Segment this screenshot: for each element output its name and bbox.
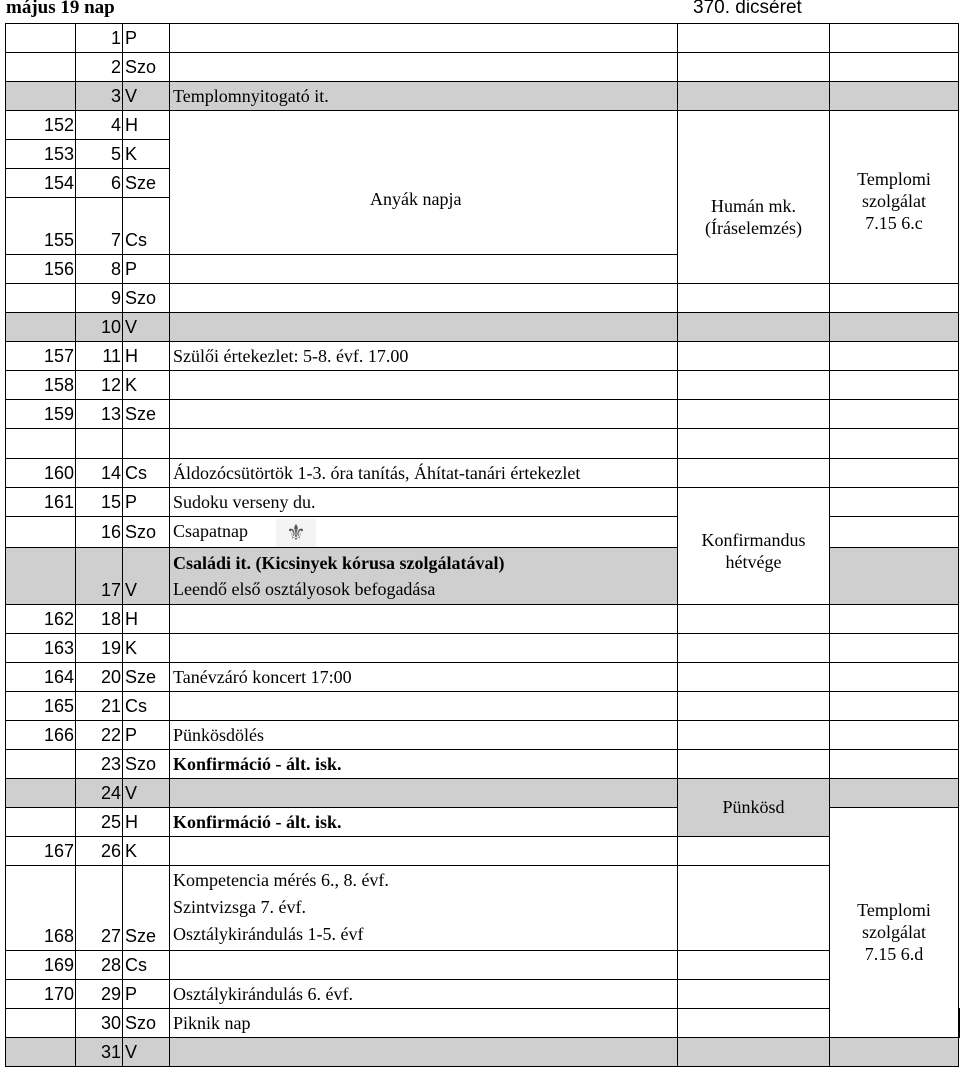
- fleur-de-lis-icon: ⚜: [276, 519, 316, 547]
- event: [170, 778, 678, 807]
- week-number: 152: [6, 111, 76, 140]
- event: Pünkösdölés: [170, 720, 678, 749]
- table-row: [6, 950, 960, 979]
- day-number: 27: [76, 865, 123, 950]
- weekday: P: [123, 979, 170, 1008]
- week-number: 160: [6, 459, 76, 488]
- note-human: [678, 111, 830, 284]
- table-row: [6, 400, 960, 429]
- day-number: 1: [76, 24, 123, 53]
- week-number: 169: [6, 950, 76, 979]
- day-number: 10: [76, 313, 123, 342]
- week-number: [6, 749, 76, 778]
- event-line: Kompetencia mérés 6., 8. évf.: [173, 870, 389, 891]
- day-number: 28: [76, 950, 123, 979]
- week-number: 158: [6, 371, 76, 400]
- note-line: (Íráselemzés): [705, 218, 802, 238]
- week-number: 153: [6, 140, 76, 169]
- week-number: 167: [6, 836, 76, 865]
- day-number: 9: [76, 284, 123, 313]
- event-multi: [170, 865, 678, 950]
- week-number: [6, 24, 76, 53]
- day-number: 17: [76, 547, 123, 604]
- event: [170, 400, 678, 429]
- month-title: május 19 nap: [6, 0, 115, 18]
- table-row: [6, 342, 960, 371]
- weekday: V: [123, 313, 170, 342]
- week-number: 161: [6, 488, 76, 517]
- day-number: 20: [76, 662, 123, 691]
- weekday: H: [123, 807, 170, 836]
- event-line: Családi it. (Kicsinyek kórusa szolgálatával): [173, 552, 505, 573]
- week-number: [6, 53, 76, 82]
- table-row: [6, 979, 960, 1008]
- weekday: Szo: [123, 1008, 170, 1037]
- day-number: 13: [76, 400, 123, 429]
- week-number: 164: [6, 662, 76, 691]
- week-number: [6, 313, 76, 342]
- weekday: V: [123, 778, 170, 807]
- note-line: Humán mk.: [711, 196, 796, 216]
- mothers-day-label: Anyák napja: [370, 189, 462, 209]
- table-row: [6, 1037, 960, 1066]
- weekday: P: [123, 488, 170, 517]
- week-number: [6, 1037, 76, 1066]
- day-number: 12: [76, 371, 123, 400]
- event: Konfirmáció - ált. isk.: [170, 807, 678, 836]
- table-row: [6, 749, 960, 778]
- event: [170, 24, 678, 53]
- week-number: 156: [6, 255, 76, 284]
- week-number: [6, 807, 76, 836]
- weekday: Cs: [123, 691, 170, 720]
- day-number: 3: [76, 82, 123, 111]
- week-number: 154: [6, 169, 76, 198]
- table-row: [6, 778, 960, 807]
- event: [170, 313, 678, 342]
- week-number: [6, 517, 76, 548]
- event: [170, 633, 678, 662]
- day-number: 5: [76, 140, 123, 169]
- week-number: [6, 778, 76, 807]
- event: [170, 255, 678, 284]
- note-line: Templomi: [857, 169, 931, 189]
- event-text: Csapatnap: [173, 521, 248, 541]
- event-line: Osztálykirándulás 1-5. évf: [173, 924, 364, 945]
- weekday: H: [123, 111, 170, 140]
- note-line: szolgálat: [862, 191, 926, 211]
- event-csapatnap: [170, 517, 678, 548]
- note-line: Pünkösd: [722, 797, 785, 818]
- note-konfirmandus: [678, 488, 830, 605]
- week-number: 162: [6, 604, 76, 633]
- note-line: Templomi: [857, 900, 931, 921]
- day-number: 24: [76, 778, 123, 807]
- note-templomi-1: [830, 111, 959, 284]
- weekday: P: [123, 255, 170, 284]
- note-line: szolgálat: [862, 922, 926, 943]
- weekday: Szo: [123, 749, 170, 778]
- event: Piknik nap: [170, 1008, 678, 1037]
- table-row: [6, 633, 960, 662]
- weekday: V: [123, 82, 170, 111]
- weekday: H: [123, 604, 170, 633]
- day-number: 14: [76, 459, 123, 488]
- calendar-table: [5, 23, 960, 1067]
- weekday: H: [123, 342, 170, 371]
- event: [170, 604, 678, 633]
- event-line: Leendő első osztályosok befogadása: [173, 578, 436, 599]
- note-line: 7.15 6.c: [865, 213, 923, 233]
- weekday: Cs: [123, 459, 170, 488]
- week-number: 166: [6, 720, 76, 749]
- weekday: P: [123, 720, 170, 749]
- weekday: V: [123, 547, 170, 604]
- event: Áldozócsütörtök 1-3. óra tanítás, Áhítat-tanári értekezlet: [170, 459, 678, 488]
- weekday: K: [123, 633, 170, 662]
- event-mothers-day-cell: [170, 111, 678, 255]
- day-number: 7: [76, 198, 123, 255]
- day-number: 25: [76, 807, 123, 836]
- event-family-service: [170, 547, 678, 604]
- week-number: 159: [6, 400, 76, 429]
- day-number: 2: [76, 53, 123, 82]
- event-line: Szintvizsga 7. évf.: [173, 897, 306, 918]
- day-number: 22: [76, 720, 123, 749]
- table-row: [6, 488, 960, 517]
- week-number: [6, 82, 76, 111]
- weekday: K: [123, 836, 170, 865]
- event: [170, 371, 678, 400]
- table-row: [6, 459, 960, 488]
- weekday: Sze: [123, 400, 170, 429]
- note-line: 7.15 6.d: [864, 944, 924, 965]
- week-number: [6, 284, 76, 313]
- day-number: 23: [76, 749, 123, 778]
- note-line: Konfirmandus: [701, 529, 806, 550]
- event: Templomnyitogató it.: [170, 82, 678, 111]
- event: Sudoku verseny du.: [170, 488, 678, 517]
- event: Tanévzáró koncert 17:00: [170, 662, 678, 691]
- weekday: Szo: [123, 517, 170, 548]
- table-row: [6, 429, 960, 459]
- table-row: [6, 604, 960, 633]
- event: Konfirmáció - ált. isk.: [170, 749, 678, 778]
- table-row: [6, 24, 960, 53]
- day-number: 6: [76, 169, 123, 198]
- day-number: 31: [76, 1037, 123, 1066]
- day-number: 18: [76, 604, 123, 633]
- day-number: 29: [76, 979, 123, 1008]
- event: [170, 950, 678, 979]
- weekday: K: [123, 140, 170, 169]
- weekday: Sze: [123, 865, 170, 950]
- table-row: [6, 836, 960, 865]
- note-line: hétvége: [725, 551, 782, 572]
- note-punkosd: [678, 778, 830, 836]
- weekday: Cs: [123, 950, 170, 979]
- table-row: [6, 1008, 960, 1037]
- event: [170, 836, 678, 865]
- week-number: 163: [6, 633, 76, 662]
- weekday: K: [123, 371, 170, 400]
- table-row: [6, 111, 960, 140]
- table-row: [6, 82, 960, 111]
- weekday: Szo: [123, 53, 170, 82]
- week-number: 155: [6, 198, 76, 255]
- weekday: Sze: [123, 662, 170, 691]
- weekday: Cs: [123, 198, 170, 255]
- weekday: Sze: [123, 169, 170, 198]
- event: Szülői értekezlet: 5-8. évf. 17.00: [170, 342, 678, 371]
- event: [170, 284, 678, 313]
- day-number: 8: [76, 255, 123, 284]
- week-number: [6, 547, 76, 604]
- table-row: [6, 284, 960, 313]
- week-number: 157: [6, 342, 76, 371]
- day-number: 15: [76, 488, 123, 517]
- weekday: V: [123, 1037, 170, 1066]
- day-number: 4: [76, 111, 123, 140]
- day-number: 26: [76, 836, 123, 865]
- day-number: 11: [76, 342, 123, 371]
- table-row: [6, 865, 960, 950]
- day-number: 21: [76, 691, 123, 720]
- hymn-label: 370. dicséret: [693, 0, 802, 18]
- weekday: P: [123, 24, 170, 53]
- table-row: [6, 720, 960, 749]
- weekday: Szo: [123, 284, 170, 313]
- day-number: 30: [76, 1008, 123, 1037]
- week-number: 168: [6, 865, 76, 950]
- table-row: [6, 313, 960, 342]
- note-templomi-2: [830, 807, 959, 1037]
- table-row: [6, 371, 960, 400]
- table-row: [6, 53, 960, 82]
- event: [170, 691, 678, 720]
- event: [170, 1037, 678, 1066]
- day-number: 19: [76, 633, 123, 662]
- table-row: [6, 662, 960, 691]
- week-number: 165: [6, 691, 76, 720]
- week-number: [6, 1008, 76, 1037]
- event: Osztálykirándulás 6. évf.: [170, 979, 678, 1008]
- event: [170, 53, 678, 82]
- week-number: 170: [6, 979, 76, 1008]
- day-number: 16: [76, 517, 123, 548]
- table-row: [6, 691, 960, 720]
